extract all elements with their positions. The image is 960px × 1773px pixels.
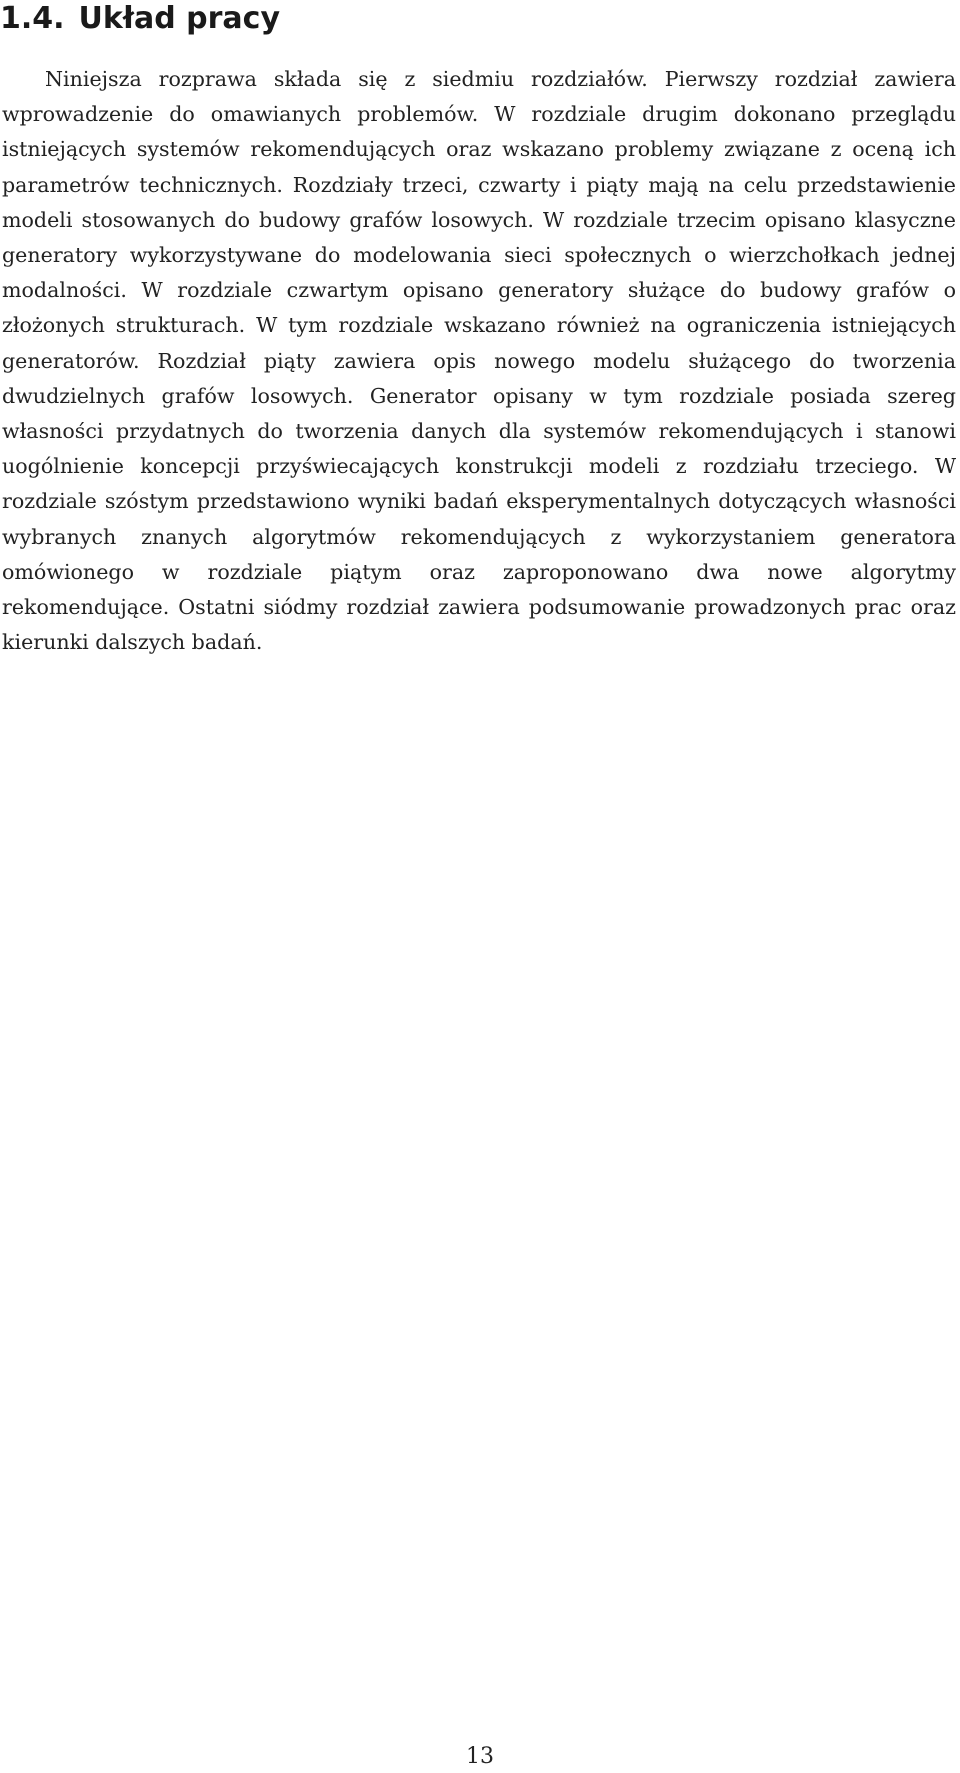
page-number: 13	[466, 1744, 494, 1769]
section-number: 1.4.	[0, 1, 65, 36]
body-paragraph: Niniejsza rozprawa składa się z siedmiu rozdziałów. Pierwszy rozdział zawiera wprowadzenie do omawianych problemów. W rozdziale drugim dokonano przeglądu istniejących systemów rekomendujących oraz wskazano problemy związane z oceną ich parametrów technicznych. Rozdziały trzeci, czwarty i piąty mają na celu przedstawienie modeli stosowanych do budowy grafów losowych. W rozdziale trzecim opisano klasyczne generatory wykorzystywane do modelowania sieci społecznych o wierzchołkach jednej modalności. W rozdziale czwartym opisano generatory służące do budowy grafów o złożonych strukturach. W tym rozdziale wskazano również na ograniczenia istniejących generatorów. Rozdział piąty zawiera opis nowego modelu służącego do tworzenia dwudzielnych grafów losowych. Generator opisany w tym rozdziale posiada szereg własności przydatnych do tworzenia danych dla systemów rekomendujących i stanowi uogólnienie koncepcji przyświecających konstrukcji modeli z rozdziału trzeciego. W rozdziale szóstym przedstawiono wyniki badań eksperymentalnych dotyczących własności wybranych znanych algorytmów rekomendujących z wykorzystaniem generatora omówionego w rozdziale piątym oraz zaproponowano dwa nowe algorytmy rekomendujące. Ostatni siódmy rozdział zawiera podsumowanie prowadzonych prac oraz kierunki dalszych badań.	[2, 67, 956, 655]
section-title: Układ pracy	[78, 1, 281, 36]
section-heading	[0, 0, 280, 38]
